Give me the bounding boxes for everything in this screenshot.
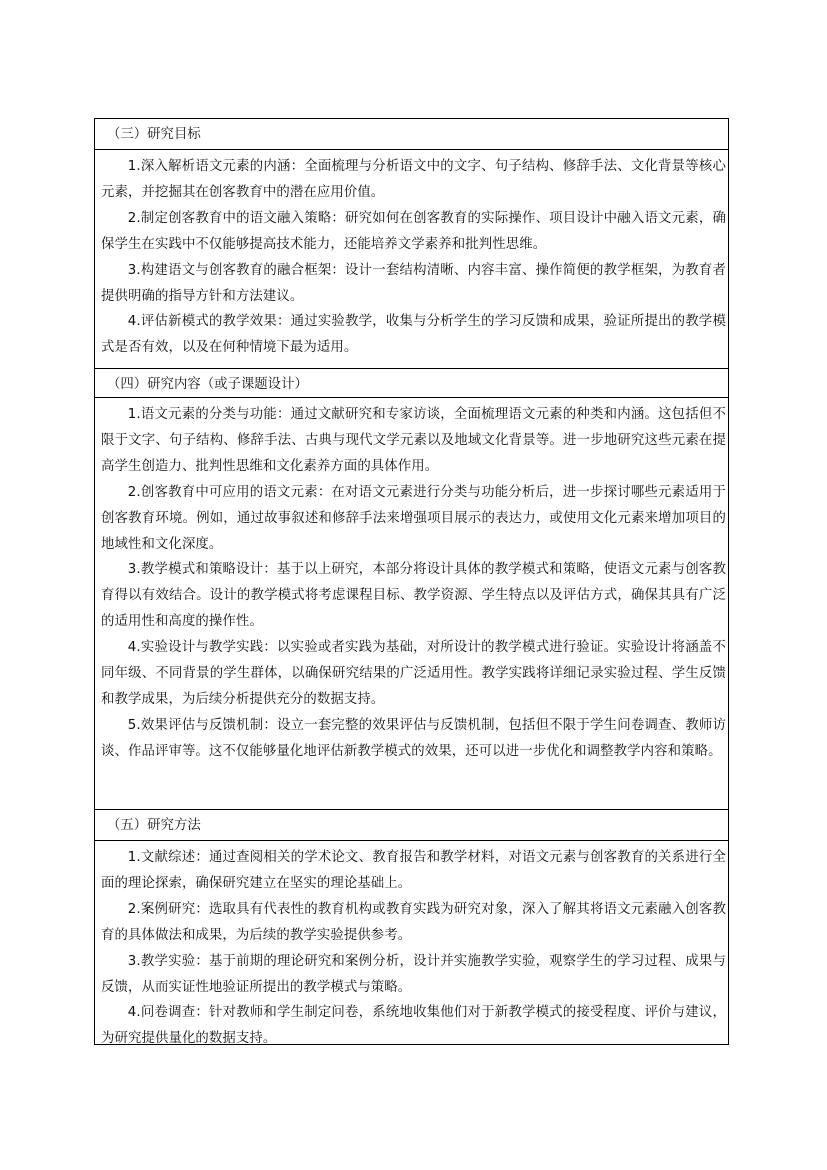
section-body-research-goals bbox=[95, 150, 728, 369]
section-title: （三）研究目标 bbox=[107, 127, 201, 142]
goal-item: 3.构建语文与创客教育的融合框架：设计一套结构清晰、内容丰富、操作简便的教学框架，为教育者提供明确的指导方针和方法建议。 bbox=[101, 262, 726, 304]
method-item: 2.案例研究：选取具有代表性的教育机构或教育实践为研究对象，深入了解其将语文元素融入创客教育的具体做法和成果，为后续的教学实验提供参考。 bbox=[101, 901, 726, 943]
goal-item: 1.深入解析语文元素的内涵：全面梳理与分析语文中的文字、句子结构、修辞手法、文化背景等核心元素，并挖掘其在创客教育中的潜在应用价值。 bbox=[101, 159, 726, 200]
section-body-research-methods bbox=[95, 841, 728, 1047]
section-title: （四）研究内容（或子课题设计） bbox=[107, 377, 308, 392]
section-heading-research-content bbox=[95, 369, 728, 398]
section-heading-research-goals bbox=[95, 119, 728, 150]
section-title: （五）研究方法 bbox=[107, 818, 201, 833]
content-item: 4.实验设计与教学实践：以实验或者实践为基础，对所设计的教学模式进行验证。实验设计将涵盖不同年级、不同背景的学生群体，以确保研究结果的广泛适用性。教学实践将详细记录实验过程、学生反馈和教学成果，为后续分析提供充分的数据支持。 bbox=[101, 640, 726, 707]
section-heading-research-methods bbox=[95, 810, 728, 841]
content-item: 3.教学模式和策略设计：基于以上研究，本部分将设计具体的教学模式和策略，使语文元素与创客教育得以有效结合。设计的教学模式将考虑课程目标、教学资源、学生特点以及评估方式，确保其具有广泛的适用性和高度的操作性。 bbox=[101, 562, 726, 630]
content-item: 1.语文元素的分类与功能：通过文献研究和专家访谈，全面梳理语文元素的种类和内涵。这包括但不限于文字、句子结构、修辞手法、古典与现代文学元素以及地域文化背景等。进一步地研究这些元素在提高学生创造力、批判性思维和文化素养方面的具体作用。 bbox=[101, 407, 726, 474]
content-item: 2.创客教育中可应用的语文元素：在对语文元素进行分类与功能分析后，进一步探讨哪些元素适用于创客教育环境。例如，通过故事叙述和修辞手法来增强项目展示的表达力，或使用文化元素来增加项目的地域性和文化深度。 bbox=[101, 484, 726, 552]
goal-item: 4.评估新模式的教学效果：通过实验教学，收集与分析学生的学习反馈和成果，验证所提出的教学模式是否有效，以及在何种情境下最为适用。 bbox=[101, 314, 726, 356]
method-item: 1.文献综述：通过查阅相关的学术论文、教育报告和教学材料，对语文元素与创客教育的关系进行全面的理论探索，确保研究建立在坚实的理论基础上。 bbox=[101, 850, 726, 891]
method-item: 3.教学实验：基于前期的理论研究和案例分析，设计并实施教学实验，观察学生的学习过程、成果与反馈，从而实证性地验证所提出的教学模式与策略。 bbox=[101, 953, 726, 995]
section-body-research-content bbox=[95, 398, 728, 810]
goal-item: 2.制定创客教育中的语文融入策略：研究如何在创客教育的实际操作、项目设计中融入语文元素，确保学生在实践中不仅能够提高技术能力，还能培养文学素养和批判性思维。 bbox=[101, 210, 726, 252]
method-item: 4.问卷调查：针对教师和学生制定问卷，系统地收集他们对于新教学模式的接受程度、评价与建议，为研究提供量化的数据支持。 bbox=[101, 1005, 726, 1047]
document-table bbox=[94, 118, 729, 1045]
content-item: 5.效果评估与反馈机制：设立一套完整的效果评估与反馈机制，包括但不限于学生问卷调查、教师访谈、作品评审等。这不仅能够量化地评估新教学模式的效果，还可以进一步优化和调整教学内容和策略。 bbox=[101, 717, 726, 759]
